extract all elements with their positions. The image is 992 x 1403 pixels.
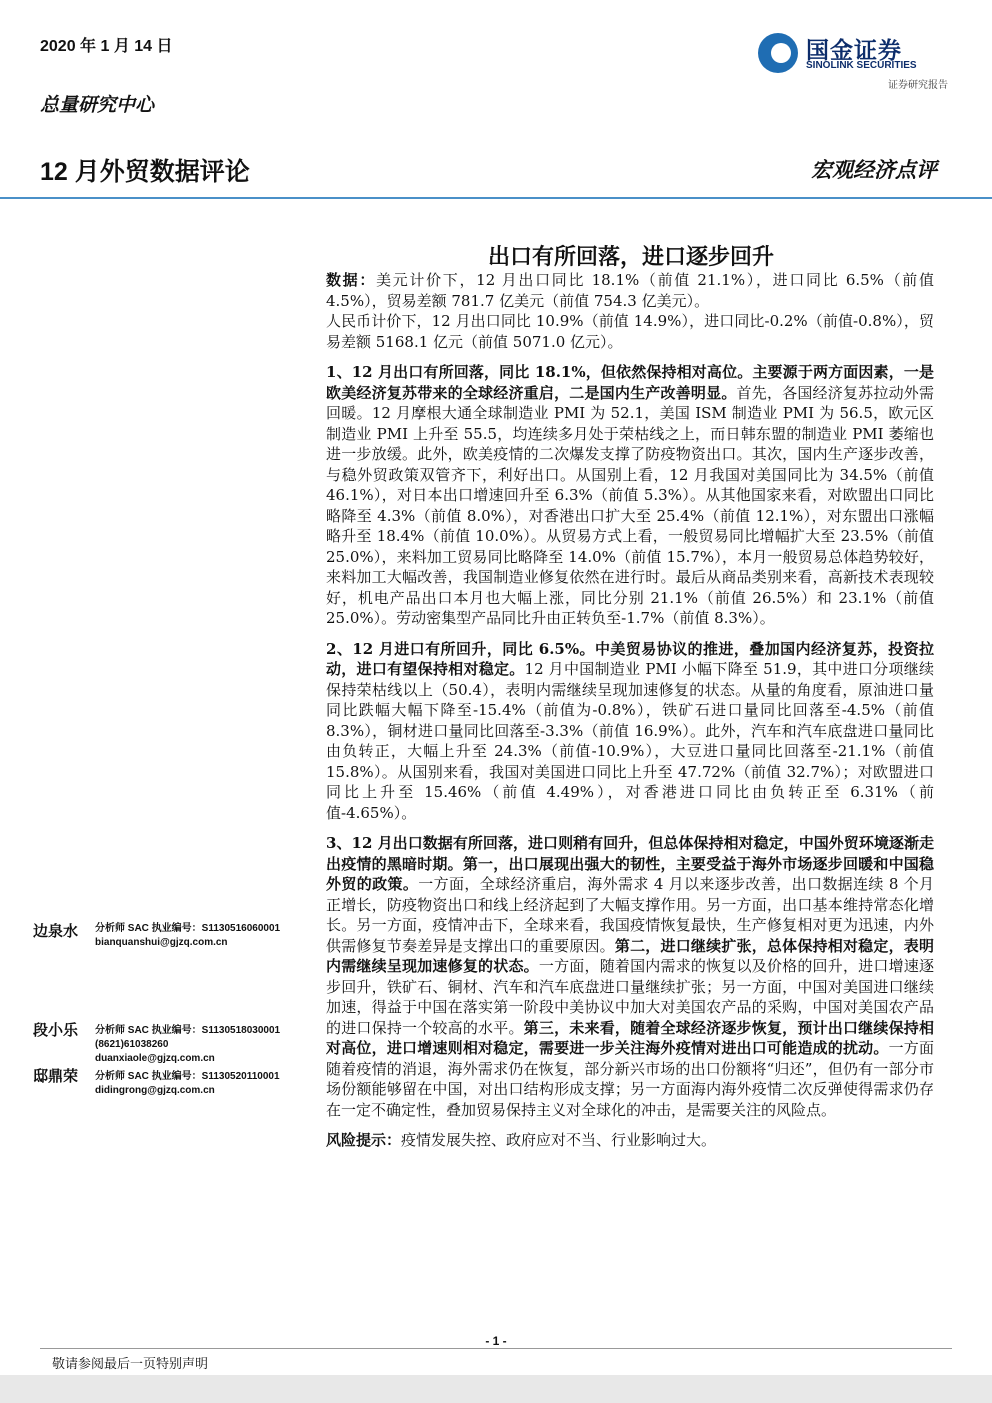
report-title: 12 月外贸数据评论	[40, 158, 250, 186]
logo-en-text: SINOLINK SECURITIES	[806, 60, 917, 71]
data-rmb-paragraph: 人民币计价下，12 月出口同比 10.9%（前值 14.9%），进口同比-0.2%（前值-0.8%），贸易差额 5168.1 亿元（前值 5071.0 亿元）。	[326, 312, 934, 351]
analyst-name: 边泉水	[33, 922, 79, 940]
analyst-email[interactable]: didingrong@gjzq.com.cn	[95, 1085, 215, 1096]
department-name: 总量研究中心	[40, 94, 155, 116]
section-2	[326, 639, 934, 824]
analyst-list	[33, 920, 303, 1096]
analyst-name: 邸鼎荣	[33, 1067, 79, 1085]
risk-paragraph	[326, 1130, 934, 1151]
analyst-phone: (8621)61038260	[95, 1039, 169, 1050]
analyst-role: 分析师 SAC 执业编号：S1130516060001	[95, 923, 281, 934]
section-3-lead: 3、12 月出口数据有所回落，进口则稍有回升，但总体保持相对稳定，中国外贸环境逐渐走出疫情的黑暗时期。第一，出口展现出强大的韧性，主要受益于海外市场逐步回暖和中国稳外贸的政策。	[326, 834, 934, 893]
logo-cn-text: 国金证券	[806, 37, 902, 63]
analyst-email[interactable]: duanxiaole@gjzq.com.cn	[95, 1053, 215, 1064]
section-3	[326, 833, 934, 1120]
data-usd-text: 美元计价下，12 月出口同比 18.1%（前值 21.1%），进口同比 6.5%（前值 4.5%），贸易差额 781.7 亿美元（前值 754.3 亿美元）。	[326, 271, 934, 310]
logo-subtitle: 证券研究报告	[888, 80, 948, 91]
analyst-email[interactable]: bianquanshui@gjzq.com.cn	[95, 937, 228, 948]
report-body	[326, 270, 934, 1161]
header-divider	[0, 197, 992, 199]
section-1-lead: 1、12 月出口有所回落，同比 18.1%，但依然保持相对高位。主要源于两方面因素，一是欧美经济复苏带来的全球经济重启，二是国内生产改善明显。	[326, 363, 934, 402]
analyst-entry	[33, 920, 303, 972]
section-2-text: 12 月中国制造业 PMI 小幅下降至 51.9，其中进口分项继续保持荣枯线以上（50.4），表明内需继续呈现加速修复的状态。从量的角度看，原油进口量同比跌幅大幅下降至-15.4%（前值为-0.8%），铁矿石进口量同比回落至-4.5%（前值 8.3%），铜材进口量同比回落至-3.3%（前值 16.9%）。此外，汽车和汽车底盘进口量同比由负转正，大幅上升至 24.3%（前值-10.9%），大豆进口量同比回落至-21.1%（前值 15.8%）。从国别来看，我国对美国进口同比上升至 47.72%（前值 32.7%）；对欧盟进口同比上升至 15.46%（前值 4.49%），对香港进口同比由负转正至 6.31%（前值-4.65%）。	[326, 660, 935, 822]
data-paragraph	[326, 270, 934, 311]
analyst-role: 分析师 SAC 执业编号：S1130520110001	[95, 1071, 280, 1082]
analyst-entry	[33, 972, 303, 1064]
footer-disclaimer: 敬请参阅最后一页特别声明	[52, 1357, 209, 1372]
company-logo	[758, 30, 948, 91]
data-label: 数据：	[326, 271, 377, 289]
section-2-lead: 2、12 月进口有所回升，同比 6.5%。中美贸易协议的推进，叠加国内经济复苏，投资拉动，进口有望保持相对稳定。	[326, 639, 934, 678]
section-1	[326, 362, 934, 629]
analyst-entry	[33, 1012, 303, 1096]
section-3-point-3: 第三，未来看，随着全球经济逐步恢复，预计出口继续保持相对高位，进口增速则相对稳定，需要进一步关注海外疫情对进出口可能造成的扰动。	[326, 1018, 934, 1057]
section-3-text-2: 一方面，随着国内需求的恢复以及价格的回升，进口增速逐步回升，铁矿石、铜材、汽车和汽车底盘进口量继续扩张；另一方面，中国对美国进口继续加速，得益于中国在落实第一阶段中美协议中加大对美国农产品的采购，中国对美国农产品的进口保持一个较高的水平。	[326, 957, 934, 1037]
footer-divider	[40, 1348, 952, 1349]
section-3-text-1: 一方面，全球经济重启，海外需求 4 月以来逐步改善，出口数据连续 8 个月正增长，防疫物资出口和线上经济起到了大幅支撑作用。另一方面，出口基本维持常态化增长。另一方面，疫情冲击下，全球来看，我国疫情恢复最快，生产修复相对更为迅速，内外供需修复节奏差异是支撑出口的重要原因。	[326, 875, 934, 955]
logo-mark-icon	[758, 33, 798, 73]
analyst-role: 分析师 SAC 执业编号：S1130518030001	[95, 1025, 281, 1036]
section-3-text-3: 一方面随着疫情的消退，海外需求仍在恢复，部分新兴市场的出口份额将“归还”，但仍有一部分市场份额能够留在中国，对出口结构形成支撑；另一方面海内海外疫情二次反弹使得需求仍存在一定不确定性，叠加贸易保持主义对全球化的冲击，是需要关注的风险点。	[326, 1039, 934, 1119]
report-category: 宏观经济点评	[811, 157, 937, 182]
risk-label: 风险提示：	[326, 1131, 402, 1149]
risk-text: 疫情发展失控、政府应对不当、行业影响过大。	[401, 1131, 717, 1149]
analyst-name: 段小乐	[33, 1021, 79, 1039]
page-number: - 1 -	[485, 1334, 507, 1348]
section-1-text: 首先，各国经济复苏拉动外需回暖。12 月摩根大通全球制造业 PMI 为 52.1，美国 ISM 制造业 PMI 为 56.5，欧元区制造业 PMI 上升至 55.5，均连续多月处于荣枯线之上，而日韩东盟的制造业 PMI 萎缩也进一步放缓。此外，欧美疫情的二次爆发支撑了防疫物资出口。其次，国内生产逐步改善，与稳外贸政策双管齐下，利好出口。从国别上看，12 月我国对美国同比为 34.5%（前值 46.1%），对日本出口增速回升至 6.3%（前值 5.3%）。从其他国家来看，对欧盟出口同比略降至 4.3%（前值 8.0%），对香港出口扩大至 25.4%（前值 12.1%），对东盟出口涨幅略升至 18.4%（前值 10.0%）。从贸易方式上看，一般贸易同比增幅扩大至 23.5%（前值 25.0%），来料加工贸易同比略降至 14.0%（前值 15.7%），本月一般贸易总体趋势较好，来料加工大幅改善，我国制造业修复依然在进行时。最后从商品类别来看，高新技术表现较好，机电产品出口本月也大幅上涨，同比分别 21.1%（前值 26.5%）和 23.1%（前值 25.0%）。劳动密集型产品同比升由正转负至-1.7%（前值 8.3%）。	[326, 383, 934, 627]
bottom-band	[0, 1375, 992, 1403]
report-date: 2020 年 1 月 14 日	[40, 38, 173, 55]
headline: 出口有所回落，进口逐步回升	[487, 244, 774, 270]
section-3-point-2: 第二，进口继续扩张，总体保持相对稳定，表明内需继续呈现加速修复的状态。	[326, 936, 934, 975]
